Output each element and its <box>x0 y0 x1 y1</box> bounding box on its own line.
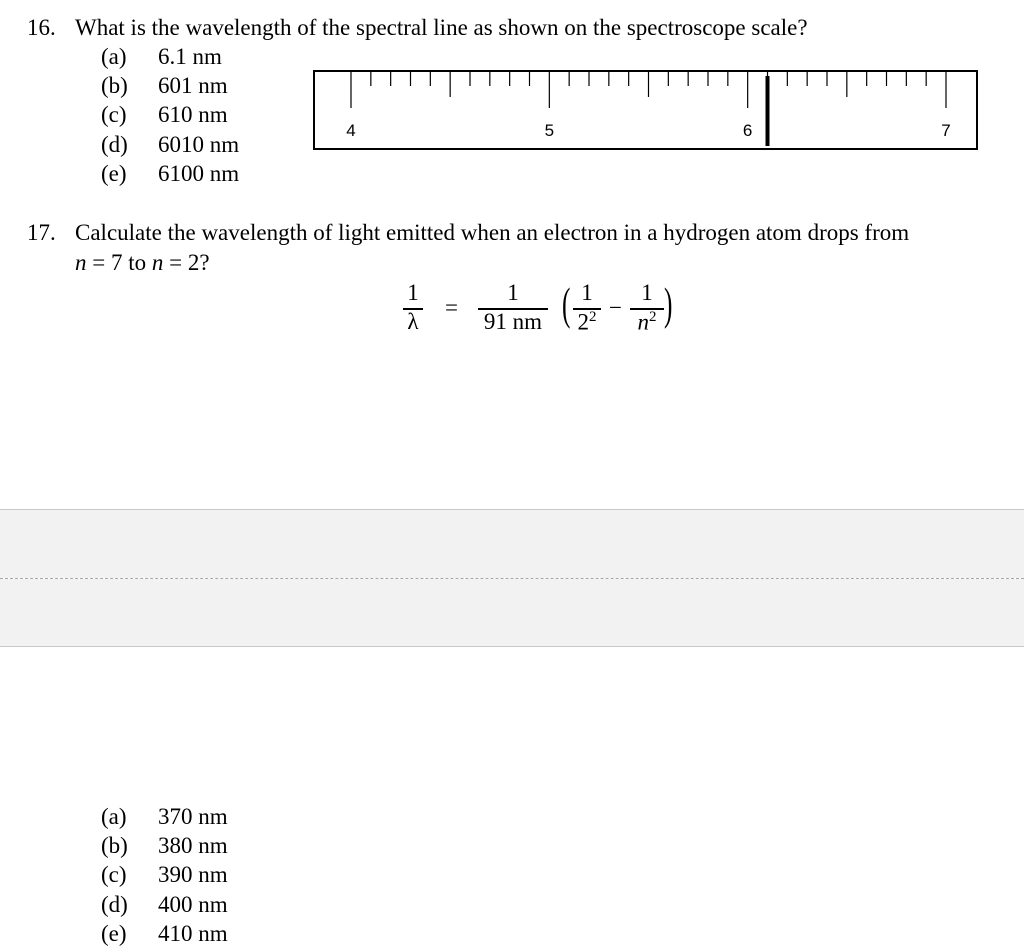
option-value: 410 nm <box>158 921 228 946</box>
denominator-base: 2 <box>577 309 589 335</box>
formula-right-paren: ) <box>664 278 673 329</box>
workspace-bottom-border <box>0 646 1024 647</box>
option-label: (e) <box>101 921 127 946</box>
q17-number: 17. <box>27 220 56 245</box>
option-value: 6100 nm <box>158 161 240 186</box>
option-value: 6010 nm <box>158 132 240 157</box>
scale-number-7: 7 <box>941 121 951 140</box>
text-segment: = 2? <box>163 250 210 275</box>
q16-question-text: What is the wavelength of the spectral line as shown on the spectroscope scale? <box>75 15 808 40</box>
text-segment: = 7 to <box>86 250 152 275</box>
option-value: 390 nm <box>158 862 228 887</box>
option-label: (c) <box>101 102 127 127</box>
variable-n: n <box>151 250 164 275</box>
option-label: (e) <box>101 161 127 186</box>
formula-rhs-numerator: 1 <box>507 280 519 305</box>
variable-n: n <box>75 250 87 275</box>
option-label: (c) <box>101 862 127 887</box>
scale-number-5: 5 <box>544 121 555 140</box>
option-value: 380 nm <box>158 833 228 858</box>
option-label: (b) <box>101 73 128 98</box>
formula-left-paren: ( <box>562 278 571 329</box>
formula-lhs-denominator: λ <box>407 309 419 334</box>
exponent: 2 <box>589 309 597 325</box>
option-label: (d) <box>101 892 128 917</box>
formula-rhs-denominator: 91 nm <box>483 309 543 334</box>
denominator-base: n <box>637 309 649 335</box>
answer-workspace-upper[interactable] <box>0 510 1024 578</box>
spectroscope-scale <box>313 70 978 150</box>
q17-question-text: Calculate the wavelength of light emitted when an electron in a hydrogen atom drops from <box>75 220 910 245</box>
formula-lhs-numerator: 1 <box>407 280 419 305</box>
answer-workspace-lower[interactable] <box>0 579 1024 646</box>
scale-ticks-graphic <box>315 72 980 152</box>
scale-number-6: 6 <box>742 121 753 140</box>
option-label: (a) <box>101 804 127 829</box>
q16-number: 16. <box>27 15 56 40</box>
scale-number-4: 4 <box>346 121 356 140</box>
option-value: 6.1 nm <box>158 44 222 69</box>
option-label: (d) <box>101 132 128 157</box>
formula-term2-numerator: 1 <box>641 280 653 305</box>
formula-minus: − <box>609 295 622 320</box>
formula-term1-denominator <box>573 309 601 336</box>
option-value: 400 nm <box>158 892 228 917</box>
option-value: 370 nm <box>158 804 228 829</box>
exponent: 2 <box>649 309 657 325</box>
q17-question-text-line2 <box>75 248 210 277</box>
option-value: 601 nm <box>158 73 228 98</box>
formula-equals: = <box>445 295 458 320</box>
option-label: (a) <box>101 44 127 69</box>
formula-term1-numerator: 1 <box>581 280 593 305</box>
option-value: 610 nm <box>158 102 228 127</box>
option-label: (b) <box>101 833 128 858</box>
formula-term2-denominator <box>630 309 664 336</box>
